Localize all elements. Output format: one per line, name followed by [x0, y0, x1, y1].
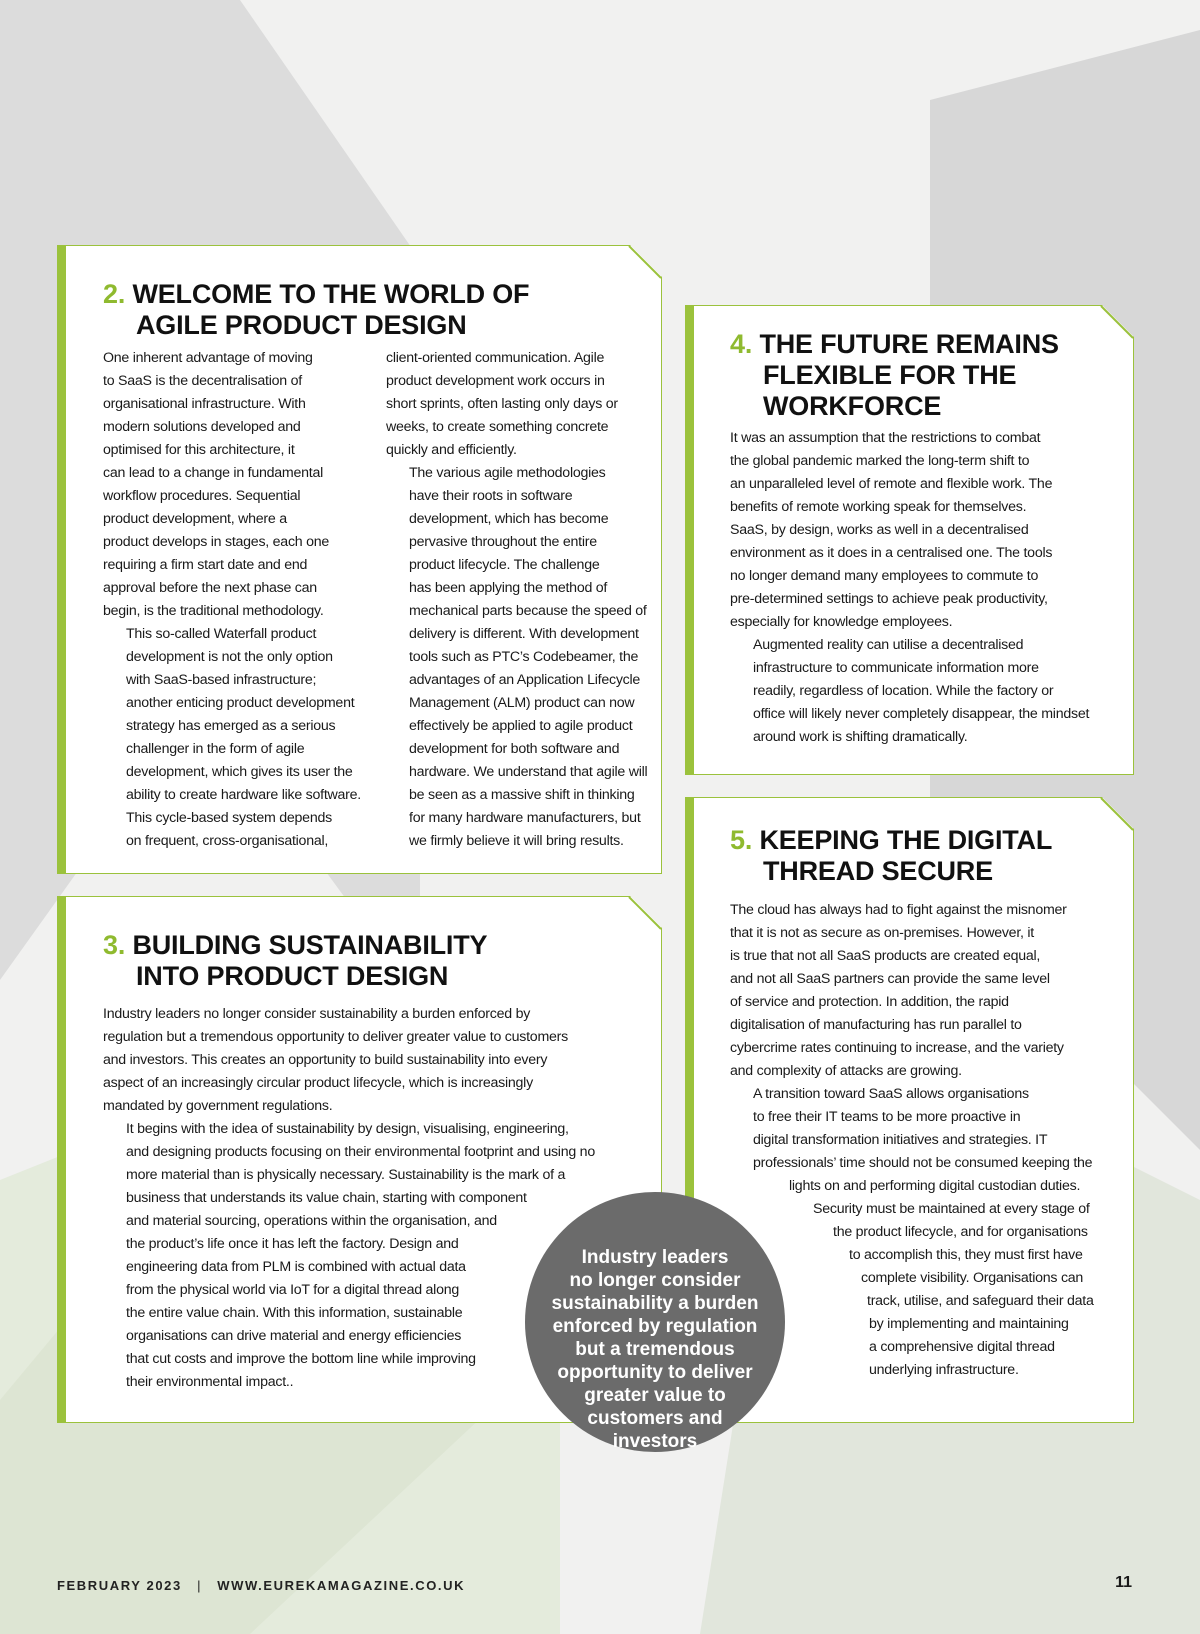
- footer-separator: |: [197, 1578, 203, 1593]
- text-line: office will likely never completely disappear, the mindset: [753, 706, 1090, 722]
- text-line: to free their IT teams to be more proactive in: [753, 1109, 1021, 1125]
- text-line: that cut costs and improve the bottom line while improving: [126, 1351, 476, 1367]
- paragraph: [386, 347, 656, 462]
- pullquote-line: but a tremendous: [575, 1339, 735, 1360]
- text-line: digital transformation initiatives and strategies. IT: [753, 1132, 1048, 1148]
- text-line: for many hardware manufacturers, but: [409, 810, 641, 826]
- text-line: organisations can drive material and energy efficiencies: [126, 1328, 462, 1344]
- website-link[interactable]: WWW.EUREKAMAGAZINE.CO.UK: [217, 1578, 466, 1593]
- text-line: One inherent advantage of moving: [103, 350, 313, 366]
- section-5-body: [730, 899, 1130, 1382]
- text-line: development, which has become: [409, 511, 609, 527]
- text-line: and material sourcing, operations within the organisation, and: [126, 1213, 497, 1229]
- text-line: This cycle-based system depends: [126, 810, 332, 826]
- text-line: and not all SaaS partners can provide the same level: [730, 971, 1050, 987]
- text-line: aspect of an increasingly circular product lifecycle, which is increasingly: [103, 1075, 533, 1091]
- text-line: challenger in the form of agile: [126, 741, 305, 757]
- text-line: SaaS, by design, works as well in a decentralised: [730, 522, 1029, 538]
- section-5-heading: 5. KEEPING THE DIGITAL THREAD SECURE: [730, 825, 1053, 886]
- section-2-column-2: [386, 347, 656, 853]
- text-line: environment as it does in a centralised one. The tools: [730, 545, 1053, 561]
- text-line: product development work occurs in: [386, 373, 605, 389]
- text-line: with SaaS-based infrastructure;: [126, 672, 317, 688]
- text-line: mechanical parts because the speed of: [409, 603, 647, 619]
- text-line: product lifecycle. The challenge: [409, 557, 600, 573]
- text-line: that it is not as secure as on-premises. However, it: [730, 925, 1034, 941]
- pullquote-line: enforced by regulation: [552, 1316, 758, 1337]
- text-line: mandated by government regulations.: [103, 1098, 333, 1114]
- text-line: cybercrime rates continuing to increase, and the variety: [730, 1040, 1064, 1056]
- paragraph: [730, 899, 1130, 1083]
- paragraph: [103, 347, 373, 623]
- text-line: underlying infrastructure.: [869, 1362, 1019, 1378]
- accent-bar: [58, 897, 66, 1422]
- text-line: The cloud has always had to fight against the misnomer: [730, 902, 1067, 918]
- text-line: client-oriented communication. Agile: [386, 350, 605, 366]
- text-line: It was an assumption that the restrictions to combat: [730, 430, 1041, 446]
- text-line: to SaaS is the decentralisation of: [103, 373, 302, 389]
- text-line: professionals’ time should not be consumed keeping the: [753, 1155, 1093, 1171]
- text-line: on frequent, cross-organisational,: [126, 833, 329, 849]
- text-line: digitalisation of manufacturing has run parallel to: [730, 1017, 1022, 1033]
- text-line: product development, where a: [103, 511, 287, 527]
- text-line: the product lifecycle, and for organisations: [833, 1224, 1088, 1240]
- section-2-heading: 2. WELCOME TO THE WORLD OF AGILE PRODUCT DESIGN: [103, 279, 530, 340]
- text-line: effectively be applied to agile product: [409, 718, 633, 734]
- paragraph: [103, 1003, 633, 1118]
- text-line: benefits of remote working speak for themselves.: [730, 499, 1027, 515]
- text-line: engineering data from PLM is combined with actual data: [126, 1259, 466, 1275]
- text-line: advantages of an Application Lifecycle: [409, 672, 641, 688]
- paragraph: [730, 427, 1125, 634]
- text-line: a comprehensive digital thread: [869, 1339, 1055, 1355]
- pullquote-line: no longer consider: [569, 1270, 741, 1291]
- text-line: approval before the next phase can: [103, 580, 317, 596]
- text-line: development for both software and: [409, 741, 620, 757]
- text-line: another enticing product development: [126, 695, 355, 711]
- text-line: short sprints, often lasting only days or: [386, 396, 618, 412]
- text-line: delivery is different. With development: [409, 626, 639, 642]
- text-line: strategy has emerged as a serious: [126, 718, 336, 734]
- text-line: This so-called Waterfall product: [126, 626, 317, 642]
- section-3-heading: 3. BUILDING SUSTAINABILITY INTO PRODUCT DESIGN: [103, 930, 488, 991]
- page-number: 11: [1115, 1574, 1132, 1591]
- pullquote: [525, 1192, 785, 1452]
- text-line: from the physical world via IoT for a digital thread along: [126, 1282, 460, 1298]
- text-line: regulation but a tremendous opportunity to deliver greater value to customers: [103, 1029, 568, 1045]
- text-line: have their roots in software: [409, 488, 573, 504]
- text-line: the entire value chain. With this information, sustainable: [126, 1305, 463, 1321]
- pullquote-line: opportunity to deliver: [557, 1362, 753, 1383]
- text-line: and designing products focusing on their environmental footprint and using no: [126, 1144, 595, 1160]
- section-2-column-1: [103, 347, 373, 853]
- text-line: Management (ALM) product can now: [409, 695, 635, 711]
- text-line: infrastructure to communicate information more: [753, 660, 1039, 676]
- text-line: track, utilise, and safeguard their data: [867, 1293, 1094, 1309]
- text-line: an unparalleled level of remote and flexible work. The: [730, 476, 1053, 492]
- paragraph: [386, 462, 656, 853]
- text-line: the global pandemic marked the long-term shift to: [730, 453, 1030, 469]
- text-line: optimised for this architecture, it: [103, 442, 295, 458]
- section-4-body: [730, 427, 1125, 749]
- text-line: the product’s life once it has left the factory. Design and: [126, 1236, 459, 1252]
- text-line: lights on and performing digital custodian duties.: [789, 1178, 1081, 1194]
- text-line: The various agile methodologies: [409, 465, 606, 481]
- paragraph: [730, 634, 1125, 749]
- accent-bar: [58, 246, 66, 873]
- text-line: ability to create hardware like software.: [126, 787, 361, 803]
- text-line: can lead to a change in fundamental: [103, 465, 323, 481]
- section-4-heading: 4. THE FUTURE REMAINS FLEXIBLE FOR THE WORKFORCE: [730, 329, 1059, 421]
- pullquote-line: Industry leaders: [581, 1247, 729, 1268]
- accent-bar: [686, 306, 694, 774]
- text-line: development, which gives its user the: [126, 764, 353, 780]
- text-line: business that understands its value chain, starting with component: [126, 1190, 527, 1206]
- text-line: around work is shifting dramatically.: [753, 729, 968, 745]
- pullquote-line: greater value to: [584, 1385, 726, 1406]
- text-line: tools such as PTC’s Codebeamer, the: [409, 649, 639, 665]
- text-line: pre-determined settings to achieve peak productivity,: [730, 591, 1048, 607]
- text-line: has been applying the method of: [409, 580, 608, 596]
- text-line: workflow procedures. Sequential: [103, 488, 301, 504]
- text-line: we firmly believe it will bring results.: [409, 833, 624, 849]
- text-line: of service and protection. In addition, the rapid: [730, 994, 1009, 1010]
- text-line: begin, is the traditional methodology.: [103, 603, 324, 619]
- text-line: weeks, to create something concrete: [386, 419, 609, 435]
- text-line: Security must be maintained at every stage of: [813, 1201, 1090, 1217]
- text-line: and investors. This creates an opportunity to build sustainability into every: [103, 1052, 548, 1068]
- text-line: especially for knowledge employees.: [730, 614, 953, 630]
- text-line: pervasive throughout the entire: [409, 534, 597, 550]
- text-line: It begins with the idea of sustainability by design, visualising, engineering,: [126, 1121, 569, 1137]
- text-line: modern solutions developed and: [103, 419, 301, 435]
- text-line: by implementing and maintaining: [869, 1316, 1069, 1332]
- text-line: no longer demand many employees to commute to: [730, 568, 1039, 584]
- text-line: complete visibility. Organisations can: [861, 1270, 1084, 1286]
- text-line: hardware. We understand that agile will: [409, 764, 648, 780]
- text-line: Industry leaders no longer consider sustainability a burden enforced by: [103, 1006, 531, 1022]
- paragraph: [103, 623, 373, 853]
- paragraph: [730, 1083, 1130, 1382]
- text-line: is true that not all SaaS products are created equal,: [730, 948, 1041, 964]
- text-line: Augmented reality can utilise a decentralised: [753, 637, 1024, 653]
- text-line: organisational infrastructure. With: [103, 396, 306, 412]
- text-line: product develops in stages, each one: [103, 534, 330, 550]
- issue-date: FEBRUARY 2023: [57, 1578, 182, 1593]
- footer: [57, 1578, 465, 1593]
- text-line: requiring a firm start date and end: [103, 557, 308, 573]
- text-line: development is not the only option: [126, 649, 333, 665]
- text-line: quickly and efficiently.: [386, 442, 517, 458]
- pullquote-line: sustainability a burden: [551, 1293, 759, 1314]
- pullquote-line: customers and: [587, 1408, 723, 1429]
- text-line: their environmental impact..: [126, 1374, 294, 1390]
- text-line: A transition toward SaaS allows organisations: [753, 1086, 1029, 1102]
- text-line: and complexity of attacks are growing.: [730, 1063, 962, 1079]
- pullquote-line: investors: [612, 1431, 698, 1452]
- text-line: be seen as a massive shift in thinking: [409, 787, 635, 803]
- text-line: more material than is physically necessary. Sustainability is the mark of a: [126, 1167, 566, 1183]
- text-line: to accomplish this, they must first have: [849, 1247, 1083, 1263]
- text-line: readily, regardless of location. While the factory or: [753, 683, 1054, 699]
